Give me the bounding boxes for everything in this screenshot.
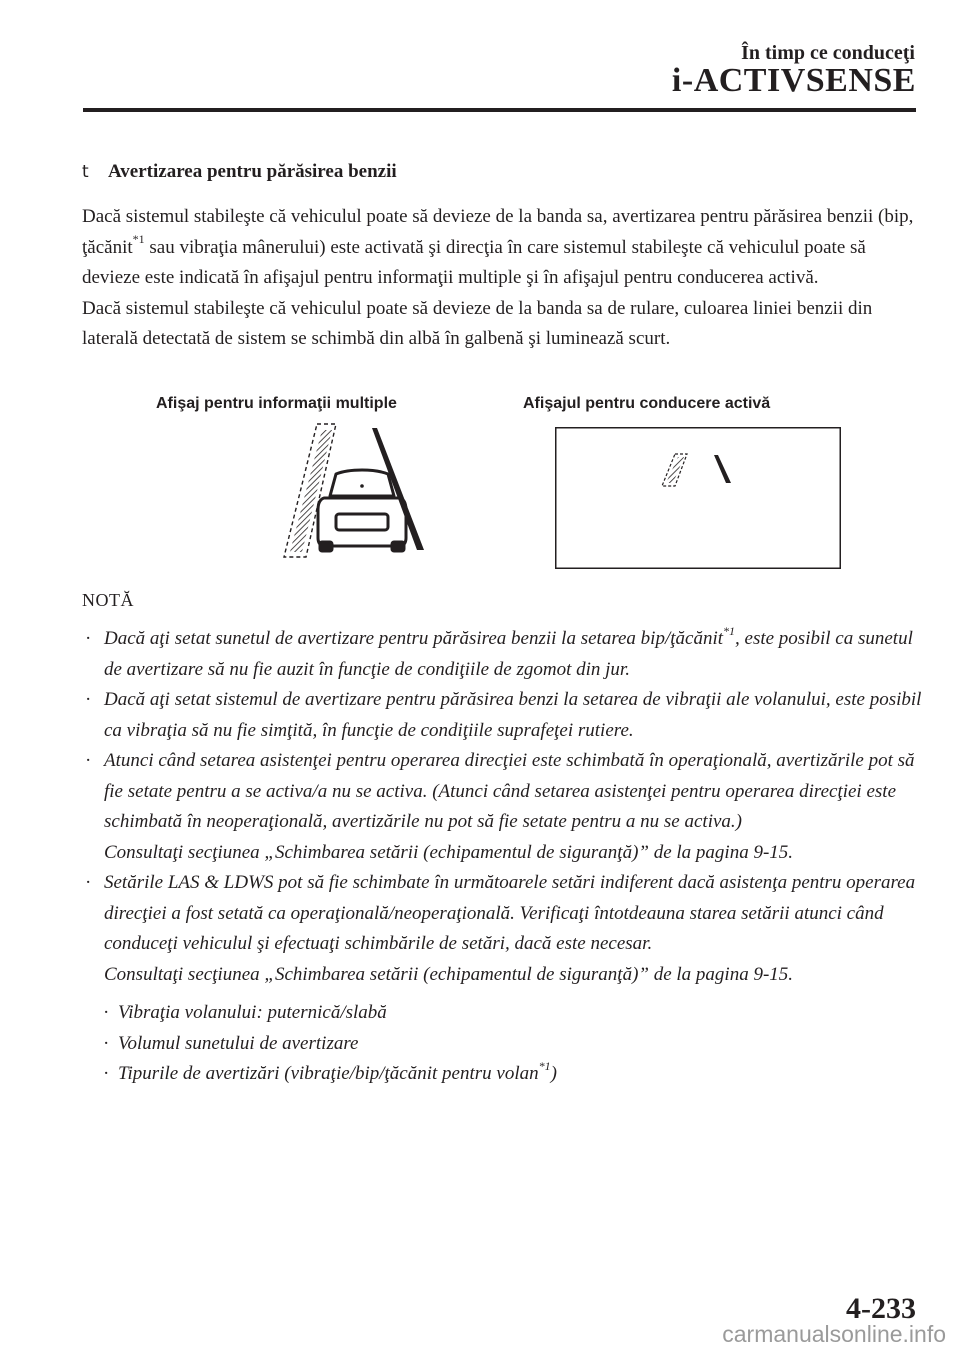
note-item: · Setările LAS & LDWS pot să fie schimbate în următoarele setări indiferent dacă asistenţa pentru operarea direcţiei a fost setată ca operaţională/neoperaţională. Verificaţi întotdeauna starea setării atunci când conduceţi vehiculul şi efectuaţi schimbările de setări, dacă este necesar. Consultaţi secţiunea „Schimbarea setării (echipamentul de siguranţă)” de la pagina 9-15. — [82, 868, 922, 990]
page-reference: Consultaţi secţiunea „Schimbarea setării (echipamentul de siguranţă)” de la pagina 9-15. — [104, 841, 794, 863]
right-figure-caption: Afişajul pentru conducere activă — [523, 395, 771, 412]
multi-info-display-illustration — [262, 420, 432, 560]
note-title: NOTĂ — [82, 590, 134, 610]
note-list — [82, 624, 922, 1090]
note-sub-item: · Tipurile de avertizări (vibraţie/bip/ţăcănit pentru volan$^{*1}$) — [82, 1059, 922, 1090]
section-title — [82, 161, 397, 183]
bullet-icon: · — [103, 1002, 110, 1023]
bullet-icon: · — [103, 1063, 110, 1084]
watermark: carmanualsonline.info — [722, 1321, 946, 1347]
right-lane-line — [372, 428, 424, 550]
note-item: · Atunci când setarea asistenţei pentru operarea direcţiei este schimbată în operaţională, avertizările pot să fie setate pentru a se activa/a nu se activa. (Atunci când setarea asistenţei pentru operarea direcţiei este schimbată în neoperaţională, avertizările nu pot să fie setate pentru a nu se activa.) Consultaţi secţiunea „Schimbarea setării (echipamentul de siguranţă)” de la pagina 9-15. — [82, 746, 922, 868]
active-driving-display-illustration — [555, 427, 841, 569]
bullet-icon: · — [103, 1032, 110, 1054]
bullet-icon: · — [85, 750, 92, 771]
note-sub-item: · Vibraţia volanului: puternică/slabă — [82, 998, 922, 1029]
section-bullet-icon: t — [82, 162, 89, 182]
left-figure-caption: Afişaj pentru informaţii multiple — [156, 395, 397, 412]
page-number: 4-233 — [846, 1292, 916, 1325]
chapter-heading: În timp ce conduceţi — [741, 42, 915, 64]
bullet-icon: · — [85, 872, 92, 893]
body-paragraph-2: Dacă sistemul stabileşte că vehiculul poate să devieze de la banda sa de rulare, culoarea liniei benzii din laterală detectată de sistem se schimbă din albă în galbenă şi luminează scurt. — [82, 297, 873, 349]
bullet-icon: · — [85, 689, 92, 710]
note-sub-item: · Volumul sunetului de avertizare — [82, 1029, 922, 1060]
header-divider — [83, 108, 916, 112]
page-reference: Consultaţi secţiunea „Schimbarea setării (echipamentul de siguranţă)” de la pagina 9-15. — [104, 963, 794, 985]
section-title-text: Avertizarea pentru părăsirea benzii — [108, 161, 397, 182]
note-item: · Dacă aţi setat sistemul de avertizare pentru părăsirea benzi la setarea de vibraţii ale volanului, este posibil ca vibraţia să nu fie simţită, în funcţie de condiţiile suprafeţei rutiere. — [82, 685, 922, 746]
body-text — [82, 202, 922, 355]
section-heading: i-ACTIVSENSE — [671, 62, 916, 99]
bullet-icon: · — [85, 628, 92, 649]
note-item: · Dacă aţi setat sunetul de avertizare pentru părăsirea benzii la setarea bip/ţăcănit$^{*1}$, este posibil ca sunetul de avertizare să nu fie auzit în funcţie de condiţiile de zgomot din jur. — [85, 623, 913, 680]
body-paragraph-1: Dacă sistemul stabileşte că vehiculul poate să devieze de la banda sa, avertizarea pentru părăsirea benzii (bip, ţăcănit$^{*1}$ sau vibraţia mânerului) este activată şi direcţia în care sistemul stabileşte că vehiculul poate să devieze este indicată în afişajul pentru informaţii multiple şi în afişajul pentru conducerea activă. — [82, 206, 914, 288]
